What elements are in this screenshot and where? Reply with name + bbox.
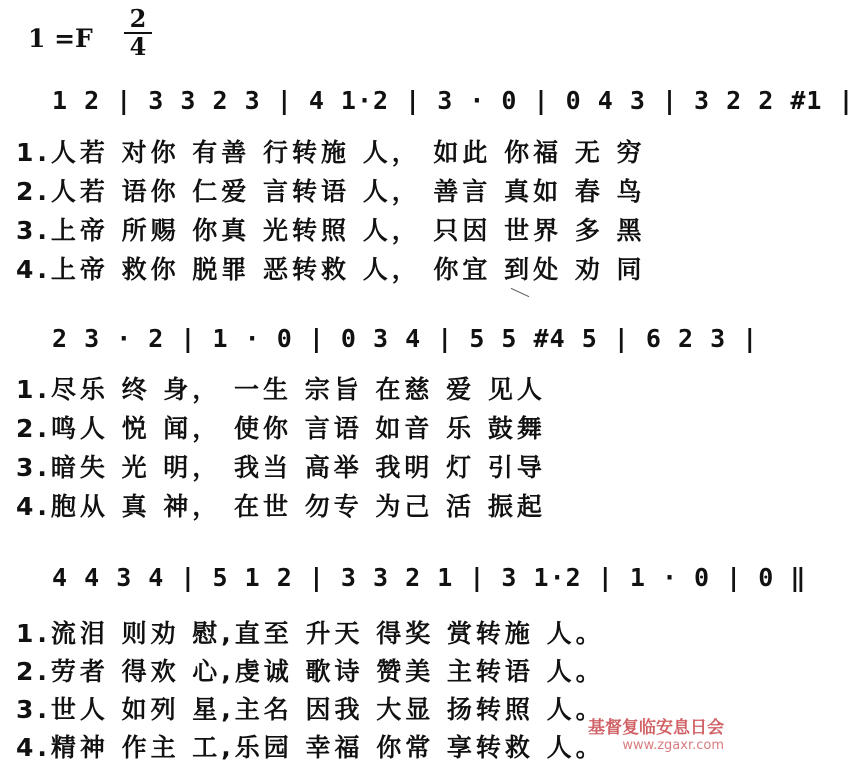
watermark-url: www.zgaxr.com — [622, 738, 724, 753]
lyric-2-verse-1: 1.尽乐 终 身， 一生 宗旨 在慈 爱 见人 — [16, 375, 546, 404]
lyric-3-verse-4: 4.精神 作主 工,乐园 幸福 你常 享转救 人。 — [16, 733, 605, 762]
watermark — [588, 713, 724, 753]
lyric-1-verse-2: 2.人若 语你 仁爱 言转语 人， 善言 真如 春 鸟 — [16, 177, 646, 206]
notes-line-2: 2 3 · 2 | 1 · 0 | 0 3 4 | 5 5 #4 5 | 6 2 3 | — [52, 324, 759, 353]
lyric-1-verse-3: 3.上帝 所赐 你真 光转照 人， 只因 世界 多 黑 — [16, 216, 646, 245]
lyric-2-verse-2: 2.鸣人 悦 闻， 使你 言语 如音 乐 鼓舞 — [16, 414, 546, 443]
time-denominator: 4 — [129, 32, 147, 61]
lyric-2-verse-4: 4.胞从 真 神， 在世 勿专 为己 活 振起 — [16, 492, 546, 521]
scan-mark — [511, 288, 530, 297]
time-signature — [124, 6, 152, 60]
time-numerator: 2 — [124, 6, 152, 34]
notes-line-1: 1 2 | 3 3 2 3 | 4 1·2 | 3 · 0 | 0 4 3 | 3 2 2 #1 | — [52, 86, 855, 115]
lyric-3-verse-3: 3.世人 如列 星,主名 因我 大显 扬转照 人。 — [16, 695, 605, 724]
notes-line-3: 4 4 3 4 | 5 1 2 | 3 3 2 1 | 3 1·2 | 1 · 0 | 0 ‖ — [52, 563, 807, 592]
lyric-1-verse-1: 1.人若 对你 有善 行转施 人， 如此 你福 无 穷 — [16, 138, 646, 167]
key-signature: 1 =F — [28, 24, 93, 53]
watermark-title: 基督复临安息日会 — [588, 718, 724, 738]
lyric-2-verse-3: 3.暗失 光 明， 我当 高举 我明 灯 引导 — [16, 453, 546, 482]
lyric-3-verse-1: 1.流泪 则劝 慰,直至 升天 得奖 赏转施 人。 — [16, 619, 605, 648]
lyric-3-verse-2: 2.劳者 得欢 心,虔诚 歌诗 赞美 主转语 人。 — [16, 657, 605, 686]
lyric-1-verse-4: 4.上帝 救你 脱罪 恶转救 人， 你宜 到处 劝 同 — [16, 255, 646, 284]
